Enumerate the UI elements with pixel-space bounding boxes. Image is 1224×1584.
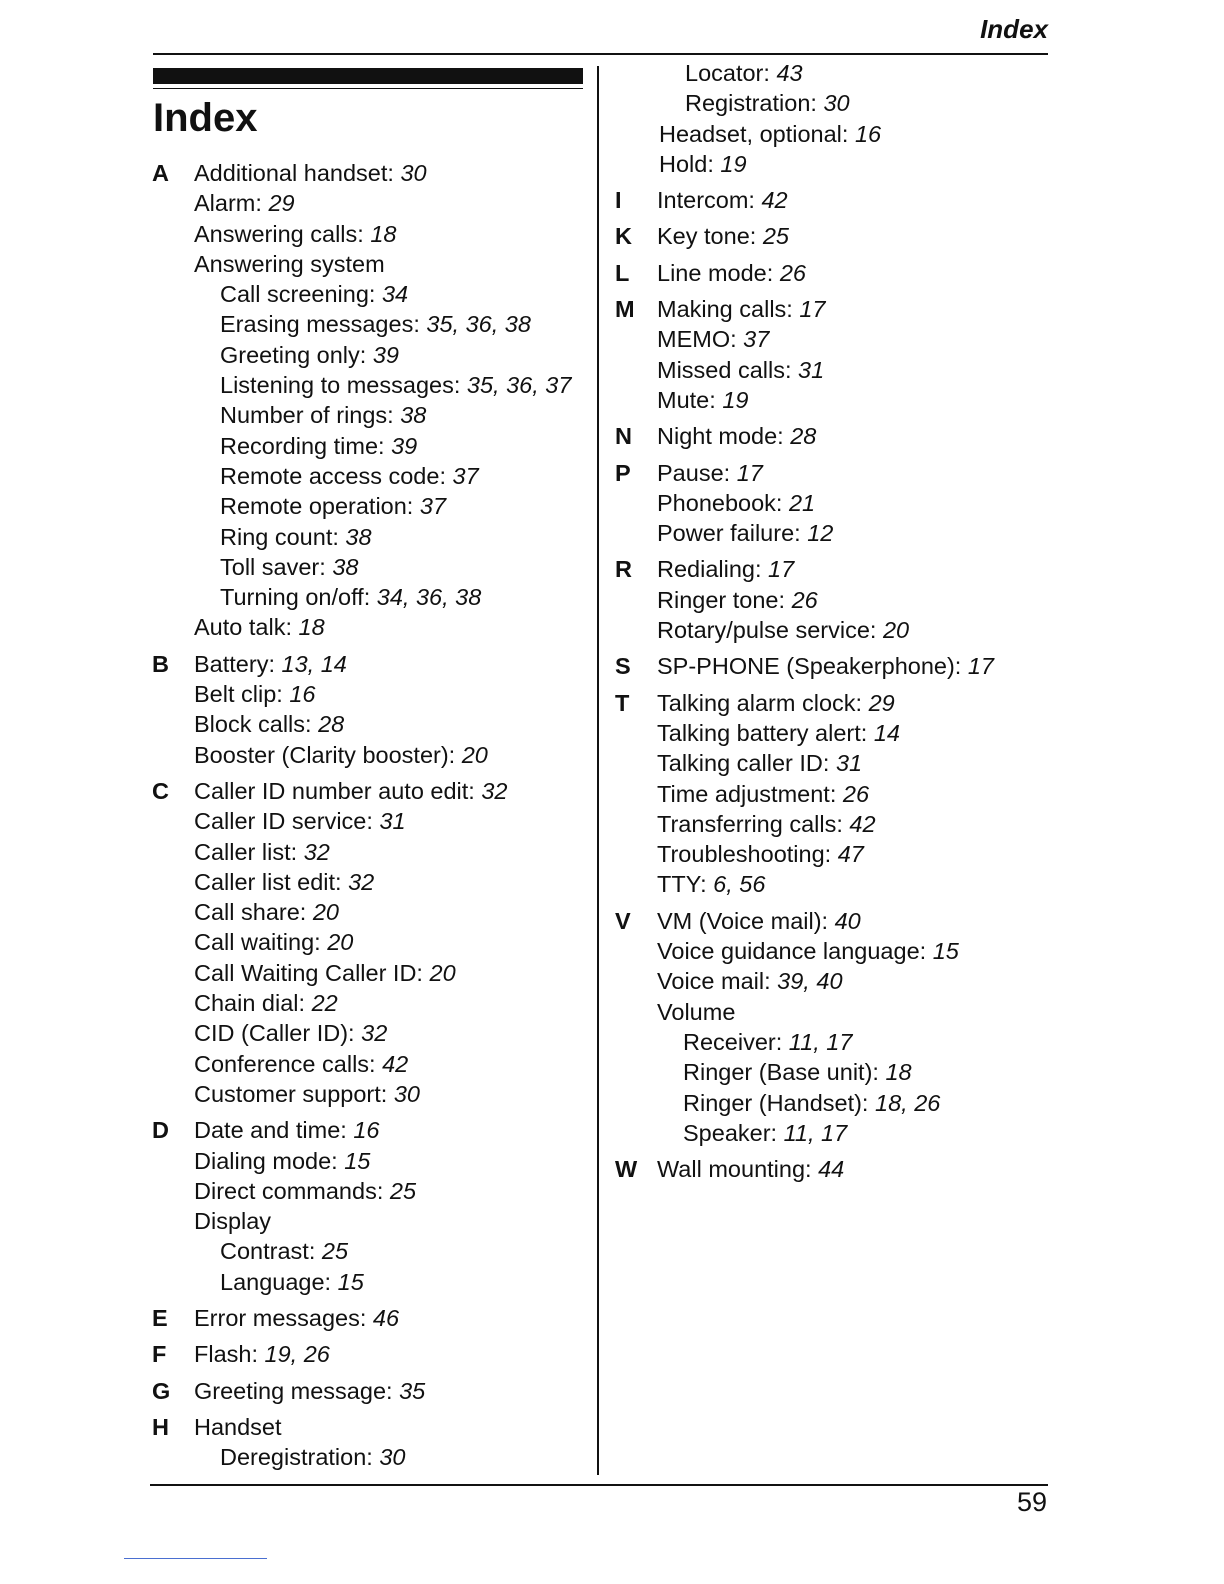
index-letter-heading: S bbox=[615, 653, 631, 680]
index-entry-label: Power failure: bbox=[657, 520, 808, 547]
index-entry bbox=[657, 355, 1055, 385]
index-entry bbox=[657, 779, 1055, 809]
index-entry-list bbox=[615, 258, 1055, 288]
index-entry-label: Additional handset: bbox=[194, 160, 401, 186]
index-entry-page-refs: 21 bbox=[788, 489, 816, 516]
index-entry-label: Receiver: bbox=[683, 1028, 789, 1055]
index-entry bbox=[657, 258, 1055, 288]
index-entry-page-refs: 38 bbox=[345, 523, 372, 550]
index-entry-page-refs: 17 bbox=[799, 296, 826, 323]
index-entry bbox=[657, 1154, 1055, 1184]
index-subentry bbox=[194, 491, 592, 521]
index-column-right bbox=[615, 58, 1055, 1190]
index-entry-label: Ringer (Handset): bbox=[683, 1089, 875, 1116]
index-letter-heading: N bbox=[615, 423, 632, 450]
index-entry bbox=[194, 1115, 592, 1145]
running-header-title: Index bbox=[980, 14, 1048, 44]
index-subentry bbox=[659, 58, 1055, 88]
index-entry bbox=[194, 958, 592, 988]
index-letter-heading: I bbox=[615, 187, 622, 214]
index-entry-label: Turning on/off: bbox=[220, 584, 377, 611]
index-subentry bbox=[194, 1236, 592, 1266]
index-entry-page-refs: 16 bbox=[353, 1117, 380, 1144]
index-entry bbox=[194, 1412, 592, 1442]
index-entry-page-refs: 39 bbox=[372, 341, 399, 368]
page-title: Index bbox=[153, 96, 258, 140]
index-entry-list bbox=[615, 651, 1055, 681]
index-entry bbox=[194, 188, 592, 218]
index-entry-label: Voice guidance language: bbox=[657, 938, 933, 965]
index-letter-heading: M bbox=[615, 296, 635, 323]
index-entry bbox=[194, 1176, 592, 1206]
index-entry-page-refs: 18 bbox=[298, 614, 325, 641]
index-entry-list bbox=[152, 1303, 592, 1333]
index-entry bbox=[657, 936, 1055, 966]
index-entry bbox=[194, 988, 592, 1018]
index-entry bbox=[194, 1303, 592, 1333]
index-letter-heading: F bbox=[152, 1341, 167, 1368]
index-entry-label: Talking battery alert: bbox=[657, 719, 874, 746]
index-letter-group-e bbox=[152, 1303, 592, 1333]
index-entry-page-refs: 39 bbox=[391, 432, 418, 459]
index-entry bbox=[659, 149, 1055, 179]
index-entry bbox=[657, 651, 1055, 681]
index-entry-page-refs: 11, 17 bbox=[783, 1119, 848, 1146]
index-entry-list bbox=[152, 158, 592, 643]
index-entry-page-refs: 46 bbox=[372, 1304, 400, 1331]
index-entry-page-refs: 18, 26 bbox=[875, 1089, 941, 1116]
index-entry-page-refs: 42 bbox=[849, 810, 876, 837]
index-subentry bbox=[657, 1027, 1055, 1057]
index-entry-page-refs: 32 bbox=[361, 1020, 388, 1047]
index-entry bbox=[657, 809, 1055, 839]
index-entry-page-refs: 34 bbox=[381, 281, 409, 308]
index-letter-group-s bbox=[615, 651, 1055, 681]
index-letter-group-k bbox=[615, 221, 1055, 251]
index-entry-list bbox=[615, 58, 1055, 179]
index-subentry bbox=[194, 1442, 592, 1472]
index-entry bbox=[194, 1018, 592, 1048]
index-entry-page-refs: 44 bbox=[818, 1156, 845, 1183]
index-entry-label: Caller list: bbox=[194, 838, 304, 865]
index-entry bbox=[657, 385, 1055, 415]
index-entry-label: Booster (Clarity booster): bbox=[194, 741, 462, 768]
index-entry-page-refs: 40 bbox=[834, 907, 861, 934]
index-entry-label: TTY: bbox=[657, 871, 714, 898]
index-entry-label: Handset bbox=[194, 1413, 282, 1440]
index-entry-page-refs: 25 bbox=[321, 1238, 349, 1265]
index-entry bbox=[194, 927, 592, 957]
index-entry-page-refs: 47 bbox=[837, 841, 864, 868]
column-divider bbox=[597, 66, 599, 1475]
index-entry-label: Troubleshooting: bbox=[657, 841, 838, 868]
header-rule bbox=[153, 53, 1048, 55]
index-entry-label: Display bbox=[194, 1208, 272, 1235]
index-entry-label: Flash: bbox=[194, 1341, 265, 1368]
index-entry-page-refs: 19, 26 bbox=[264, 1341, 330, 1368]
index-entry-page-refs: 13, 14 bbox=[281, 650, 347, 677]
index-entry-page-refs: 26 bbox=[842, 780, 870, 807]
index-entry-page-refs: 31 bbox=[379, 808, 406, 835]
index-entry bbox=[194, 776, 592, 806]
index-entry bbox=[194, 158, 592, 188]
index-entry bbox=[659, 119, 1055, 149]
index-entry-label: Talking caller ID: bbox=[657, 750, 836, 777]
index-entry-page-refs: 37 bbox=[452, 462, 479, 489]
index-entry bbox=[657, 688, 1055, 718]
index-entry-label: Ring count: bbox=[220, 523, 346, 550]
index-entry-list bbox=[152, 776, 592, 1109]
index-subentry bbox=[194, 309, 592, 339]
index-letter-heading: L bbox=[615, 259, 630, 286]
index-subentry bbox=[194, 279, 592, 309]
index-entry-page-refs: 17 bbox=[768, 556, 795, 583]
index-entry bbox=[657, 458, 1055, 488]
index-entry-label: Call screening: bbox=[220, 281, 382, 308]
index-letter-heading: D bbox=[152, 1117, 169, 1144]
index-entry-label: Belt clip: bbox=[194, 681, 290, 708]
index-entry-label: Redialing: bbox=[657, 556, 769, 583]
index-entry-label: Erasing messages: bbox=[220, 311, 427, 338]
index-entry-label: SP-PHONE (Speakerphone): bbox=[657, 653, 968, 680]
index-subentry bbox=[659, 88, 1055, 118]
index-entry-label: Transferring calls: bbox=[657, 810, 850, 837]
index-entry-list bbox=[615, 1154, 1055, 1184]
index-entry-label: Deregistration: bbox=[220, 1444, 380, 1471]
index-entry bbox=[194, 1049, 592, 1079]
index-entry-label: Answering system bbox=[194, 250, 385, 277]
index-entry-label: Headset, optional: bbox=[659, 120, 855, 147]
index-letter-group-v bbox=[615, 906, 1055, 1148]
index-entry-label: Caller list edit: bbox=[194, 868, 349, 895]
index-letter-group-d bbox=[152, 1115, 592, 1297]
index-entry-list bbox=[615, 554, 1055, 645]
index-entry-page-refs: 29 bbox=[268, 190, 295, 217]
index-entry-page-refs: 11, 17 bbox=[788, 1028, 853, 1055]
index-entry-label: Auto talk: bbox=[194, 614, 299, 641]
index-entry-page-refs: 38 bbox=[332, 553, 359, 580]
index-entry-label: Answering calls: bbox=[194, 220, 371, 247]
index-entry-label: Caller ID service: bbox=[194, 808, 380, 835]
index-letter-heading: A bbox=[152, 160, 169, 186]
index-entry-page-refs: 37 bbox=[743, 326, 770, 353]
index-entry-label: Caller ID number auto edit: bbox=[194, 777, 482, 804]
index-letter-group-r bbox=[615, 554, 1055, 645]
index-entry-label: Intercom: bbox=[657, 187, 762, 214]
index-subentry bbox=[657, 1057, 1055, 1087]
index-letter-group-h bbox=[152, 1412, 592, 1473]
index-entry-label: Toll saver: bbox=[220, 553, 333, 580]
index-entry-page-refs: 30 bbox=[400, 160, 427, 186]
index-column-left bbox=[152, 158, 592, 1478]
index-entry bbox=[657, 221, 1055, 251]
index-entry-page-refs: 43 bbox=[776, 60, 803, 86]
index-letter-heading: T bbox=[615, 689, 630, 716]
index-subentry bbox=[194, 431, 592, 461]
index-entry-page-refs: 37 bbox=[419, 493, 447, 520]
index-entry-label: Making calls: bbox=[657, 296, 800, 323]
index-entry-label: Remote operation: bbox=[220, 493, 420, 520]
index-entry-page-refs: 31 bbox=[835, 750, 863, 777]
index-letter-heading: G bbox=[152, 1377, 171, 1404]
index-entry bbox=[657, 966, 1055, 996]
index-entry-label: VM (Voice mail): bbox=[657, 907, 835, 934]
index-entry-label: Talking alarm clock: bbox=[657, 689, 869, 716]
index-letter-heading: H bbox=[152, 1413, 169, 1440]
index-entry-label: Ringer (Base unit): bbox=[683, 1059, 886, 1086]
index-letter-group-n bbox=[615, 421, 1055, 451]
index-entry-label: Language: bbox=[220, 1268, 338, 1295]
index-subentry bbox=[194, 552, 592, 582]
index-entry-label: Direct commands: bbox=[194, 1177, 390, 1204]
index-subentry bbox=[194, 370, 592, 400]
index-entry-page-refs: 30 bbox=[823, 90, 850, 117]
index-entry bbox=[657, 185, 1055, 215]
index-entry-label: Night mode: bbox=[657, 423, 791, 450]
index-entry-label: Remote access code: bbox=[220, 462, 453, 489]
index-entry bbox=[657, 518, 1055, 548]
index-entry-page-refs: 38 bbox=[400, 402, 427, 429]
index-entry-page-refs: 25 bbox=[389, 1177, 417, 1204]
index-letter-heading: V bbox=[615, 907, 631, 934]
index-entry-page-refs: 35, 36, 38 bbox=[426, 311, 531, 338]
index-entry-list bbox=[152, 649, 592, 770]
index-entry bbox=[194, 1146, 592, 1176]
index-subentry bbox=[657, 1088, 1055, 1118]
index-entry-label: Block calls: bbox=[194, 711, 319, 738]
index-entry-page-refs: 18 bbox=[370, 220, 397, 247]
index-entry-page-refs: 32 bbox=[348, 868, 375, 895]
index-entry-list bbox=[152, 1115, 592, 1297]
index-entry-label: Locator: bbox=[685, 60, 777, 86]
index-entry bbox=[657, 906, 1055, 936]
index-entry-page-refs: 14 bbox=[873, 719, 900, 746]
index-letter-group-m bbox=[615, 294, 1055, 415]
index-entry-label: Call share: bbox=[194, 899, 313, 926]
index-entry bbox=[194, 837, 592, 867]
index-entry bbox=[194, 867, 592, 897]
index-letter-group-p bbox=[615, 458, 1055, 549]
index-entry-page-refs: 12 bbox=[807, 520, 834, 547]
index-entry-list bbox=[615, 185, 1055, 215]
index-entry-label: Key tone: bbox=[657, 223, 763, 250]
index-entry-label: Date and time: bbox=[194, 1117, 354, 1144]
index-letter-group-f bbox=[152, 1339, 592, 1369]
index-entry-label: Ringer tone: bbox=[657, 586, 792, 613]
index-entry bbox=[194, 806, 592, 836]
index-entry bbox=[657, 748, 1055, 778]
index-entry-page-refs: 19 bbox=[720, 150, 747, 177]
index-entry bbox=[657, 421, 1055, 451]
index-entry-page-refs: 22 bbox=[311, 990, 338, 1017]
index-entry-page-refs: 6, 56 bbox=[713, 871, 766, 898]
index-entry bbox=[657, 839, 1055, 869]
index-entry-label: Wall mounting: bbox=[657, 1156, 819, 1183]
index-letter-group-a bbox=[152, 158, 592, 643]
index-entry-page-refs: 35, 36, 37 bbox=[466, 372, 572, 399]
index-letter-group-i bbox=[615, 185, 1055, 215]
index-entry-label: Speaker: bbox=[683, 1119, 784, 1146]
index-entry-page-refs: 17 bbox=[736, 459, 763, 486]
index-entry-label: Error messages: bbox=[194, 1304, 373, 1331]
index-entry bbox=[657, 554, 1055, 584]
index-entry-page-refs: 39, 40 bbox=[777, 968, 843, 995]
index-entry bbox=[194, 612, 592, 642]
index-entry-label: Mute: bbox=[657, 386, 723, 413]
title-decoration-bar bbox=[153, 68, 583, 84]
index-subentry bbox=[194, 340, 592, 370]
index-entry-label: Hold: bbox=[659, 150, 721, 177]
index-entry bbox=[657, 294, 1055, 324]
index-entry bbox=[194, 709, 592, 739]
index-entry-list bbox=[615, 421, 1055, 451]
index-entry-label: Phonebook: bbox=[657, 489, 789, 516]
index-entry-list bbox=[615, 221, 1055, 251]
index-entry-label: Dialing mode: bbox=[194, 1147, 345, 1174]
index-entry-list bbox=[152, 1412, 592, 1473]
index-letter-group-c bbox=[152, 776, 592, 1109]
index-letter-heading: B bbox=[152, 650, 169, 677]
index-entry-page-refs: 30 bbox=[379, 1444, 406, 1471]
index-letter-group-t bbox=[615, 688, 1055, 900]
index-entry bbox=[194, 1376, 592, 1406]
index-entry-page-refs: 16 bbox=[289, 681, 316, 708]
index-entry-label: Volume bbox=[657, 998, 736, 1025]
index-entry bbox=[657, 585, 1055, 615]
index-entry-label: MEMO: bbox=[657, 326, 744, 353]
index-entry-list bbox=[152, 1376, 592, 1406]
index-entry-page-refs: 15 bbox=[344, 1147, 371, 1174]
index-entry-page-refs: 28 bbox=[318, 711, 345, 738]
index-entry-label: Number of rings: bbox=[220, 402, 401, 429]
index-letter-heading: K bbox=[615, 223, 632, 250]
index-entry-page-refs: 42 bbox=[761, 187, 788, 214]
index-entry-label: Rotary/pulse service: bbox=[657, 617, 883, 644]
footer-rule bbox=[150, 1484, 1048, 1486]
index-entry-list bbox=[615, 458, 1055, 549]
index-entry bbox=[194, 1206, 592, 1236]
index-letter-group-g bbox=[152, 1376, 592, 1406]
index-letter-heading: P bbox=[615, 459, 631, 486]
index-entry-list bbox=[615, 294, 1055, 415]
index-entry-label: Missed calls: bbox=[657, 356, 799, 383]
index-entry bbox=[194, 249, 592, 279]
index-entry-page-refs: 32 bbox=[303, 838, 330, 865]
index-entry-page-refs: 28 bbox=[790, 423, 817, 450]
index-subentry bbox=[194, 461, 592, 491]
index-entry bbox=[657, 488, 1055, 518]
index-entry-page-refs: 25 bbox=[762, 223, 789, 250]
index-entry-label: Time adjustment: bbox=[657, 780, 843, 807]
index-entry bbox=[194, 1079, 592, 1109]
index-subentry bbox=[194, 400, 592, 430]
index-entry-label: Customer support: bbox=[194, 1080, 394, 1107]
index-entry-page-refs: 35 bbox=[399, 1377, 426, 1404]
index-entry-page-refs: 17 bbox=[967, 653, 994, 680]
index-entry-page-refs: 15 bbox=[932, 938, 959, 965]
index-entry bbox=[194, 740, 592, 770]
index-subentry bbox=[194, 522, 592, 552]
index-entry-label: Recording time: bbox=[220, 432, 392, 459]
index-entry-label: Pause: bbox=[657, 459, 737, 486]
index-entry-page-refs: 20 bbox=[882, 617, 910, 644]
index-entry bbox=[194, 679, 592, 709]
index-entry bbox=[194, 649, 592, 679]
index-letter-group-b bbox=[152, 649, 592, 770]
index-entry-page-refs: 20 bbox=[461, 741, 488, 768]
index-letter-group-w bbox=[615, 1154, 1055, 1184]
index-entry-label: CID (Caller ID): bbox=[194, 1020, 362, 1047]
index-entry-label: Call waiting: bbox=[194, 929, 328, 956]
index-entry-page-refs: 42 bbox=[382, 1050, 409, 1077]
index-letter-group-l bbox=[615, 258, 1055, 288]
index-entry-label: Greeting only: bbox=[220, 341, 373, 368]
index-entry-page-refs: 20 bbox=[312, 899, 339, 926]
index-entry-label: Call Waiting Caller ID: bbox=[194, 959, 430, 986]
index-entry-label: Voice mail: bbox=[657, 968, 778, 995]
index-entry-page-refs: 16 bbox=[854, 120, 882, 147]
index-entry-list bbox=[615, 688, 1055, 900]
index-entry-label: Listening to messages: bbox=[220, 372, 467, 399]
index-subentry bbox=[194, 582, 592, 612]
index-entry-list bbox=[615, 906, 1055, 1148]
page-edge-line bbox=[124, 1558, 267, 1559]
index-entry-page-refs: 30 bbox=[393, 1080, 420, 1107]
index-letter-heading: W bbox=[615, 1156, 638, 1183]
index-entry-label: Battery: bbox=[194, 650, 282, 677]
index-entry-page-refs: 20 bbox=[327, 929, 354, 956]
index-subentry bbox=[194, 1267, 592, 1297]
index-entry-list bbox=[152, 1339, 592, 1369]
index-entry bbox=[657, 324, 1055, 354]
index-entry bbox=[194, 897, 592, 927]
index-entry-page-refs: 20 bbox=[429, 959, 456, 986]
index-entry-page-refs: 26 bbox=[791, 586, 818, 613]
index-entry-page-refs: 19 bbox=[722, 386, 749, 413]
index-entry-page-refs: 34, 36, 38 bbox=[376, 584, 482, 611]
index-entry bbox=[657, 997, 1055, 1027]
index-entry bbox=[194, 219, 592, 249]
index-entry bbox=[657, 718, 1055, 748]
index-entry-label: Alarm: bbox=[194, 190, 269, 217]
page-number: 59 bbox=[1016, 1487, 1047, 1517]
index-entry-label: Greeting message: bbox=[194, 1377, 400, 1404]
title-decoration-rule bbox=[153, 88, 583, 89]
index-entry-page-refs: 26 bbox=[779, 259, 806, 286]
index-letter-heading: E bbox=[152, 1304, 168, 1331]
index-entry-label: Chain dial: bbox=[194, 990, 312, 1017]
index-subentry bbox=[657, 1118, 1055, 1148]
index-entry-label: Conference calls: bbox=[194, 1050, 383, 1077]
index-entry-label: Contrast: bbox=[220, 1238, 322, 1265]
index-entry bbox=[657, 869, 1055, 899]
index-entry-page-refs: 32 bbox=[481, 777, 508, 804]
index-entry-page-refs: 15 bbox=[337, 1268, 364, 1295]
index-entry-label: Registration: bbox=[685, 90, 824, 117]
index-letter-heading: R bbox=[615, 556, 632, 583]
index-letter-heading: C bbox=[152, 777, 169, 804]
index-group-continued bbox=[615, 58, 1055, 179]
index-entry-page-refs: 18 bbox=[885, 1059, 912, 1086]
index-entry-label: Line mode: bbox=[657, 259, 780, 286]
index-entry bbox=[194, 1339, 592, 1369]
index-entry-page-refs: 29 bbox=[868, 689, 895, 716]
index-entry bbox=[657, 615, 1055, 645]
index-entry-page-refs: 31 bbox=[798, 356, 825, 383]
